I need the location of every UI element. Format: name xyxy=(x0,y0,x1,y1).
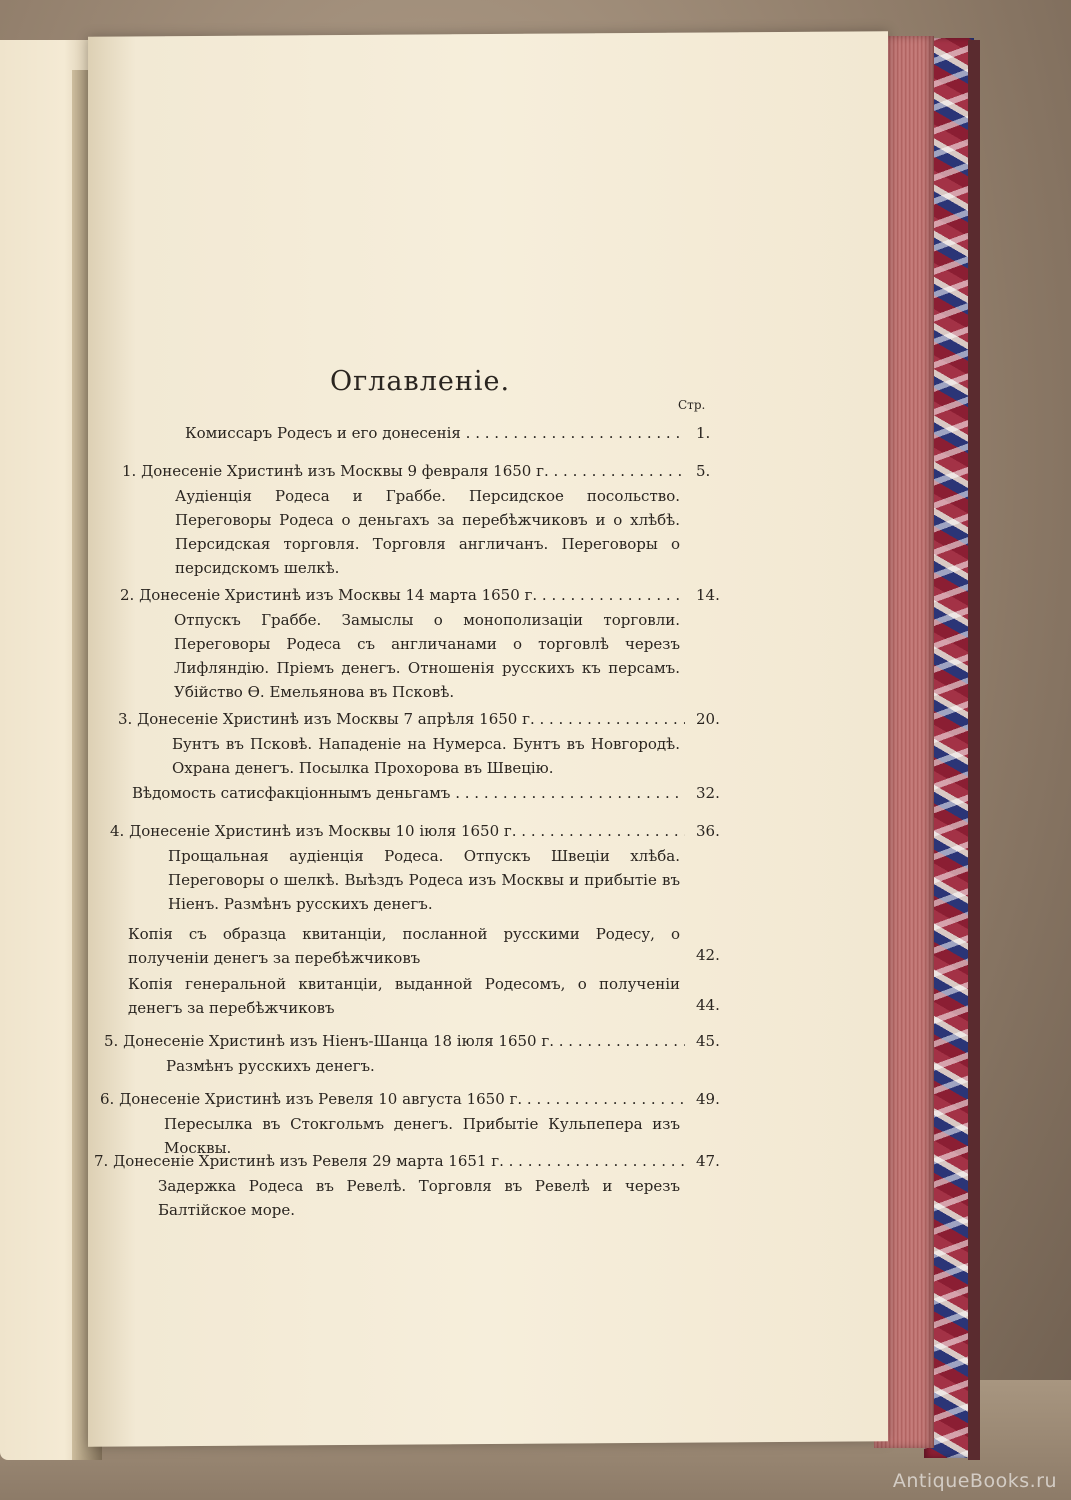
toc-page-kopia-2: 44. xyxy=(696,996,720,1014)
toc-entry-5: 5. Донесеніе Христинѣ изъ Ніенъ-Шанца 18 іюля 1650 г. . . . xyxy=(104,1032,685,1050)
toc-title: Оглавленіе. xyxy=(330,366,511,397)
toc-entry-kopia-1: Копія съ образца квитанціи, посланной русскими Родесу, о полученіи денегъ за перебѣжчиковъ xyxy=(128,925,680,967)
toc-entry-intro: Комиссаръ Родесъ и его донесенія . . . xyxy=(185,424,685,442)
toc-desc-3: Бунтъ въ Псковѣ. Нападеніе на Нумерса. Бунтъ въ Новгородѣ. Охрана денегъ. Посылка Прохорова въ Швецію. xyxy=(172,735,680,777)
toc-desc-2: Отпускъ Граббе. Замыслы о монополизаціи торговли. Переговоры Родеса съ англичанами о торговлѣ черезъ Лифляндію. Пріемъ денегъ. Отношенія русскихъ къ персамъ. Убійство Ѳ. Емельянова въ Псковѣ. xyxy=(174,611,680,701)
toc-entry-1: 1. Донесеніе Христинѣ изъ Москвы 9 февраля 1650 г. . . . xyxy=(122,462,685,480)
toc-entry-2: 2. Донесеніе Христинѣ изъ Москвы 14 марта 1650 г. . . . xyxy=(120,586,685,604)
toc-page-4: 36. xyxy=(696,822,720,840)
toc-entry-4: 4. Донесеніе Христинѣ изъ Москвы 10 іюля 1650 г. . . . xyxy=(110,822,685,840)
toc-desc-5: Размѣнъ русскихъ денегъ. xyxy=(166,1057,375,1075)
toc-desc-4: Прощальная аудіенція Родеса. Отпускъ Швеціи хлѣба. Переговоры о шелкѣ. Выѣздъ Родеса изъ Москвы и прибытіе въ Ніенъ. Размѣнъ русскихъ денегъ. xyxy=(168,847,680,913)
toc-entry-6: 6. Донесеніе Христинѣ изъ Ревеля 10 августа 1650 г. . . . xyxy=(100,1090,685,1108)
toc-page-3: 20. xyxy=(696,710,720,728)
toc-page-2: 14. xyxy=(696,586,720,604)
toc-desc-6: Пересылка въ Стокгольмъ денегъ. Прибытіе Кульпепера изъ Москвы. xyxy=(164,1115,680,1157)
toc-page-5: 45. xyxy=(696,1032,720,1050)
book-cover-edge xyxy=(968,40,980,1460)
toc-page-intro: 1. xyxy=(696,424,711,442)
watermark: AntiqueBooks.ru xyxy=(892,1470,1057,1492)
toc-page-7: 47. xyxy=(696,1152,720,1170)
toc-page-vedomost: 32. xyxy=(696,784,720,802)
toc-entry-7: 7. Донесеніе Христинѣ изъ Ревеля 29 марта 1651 г. . . . xyxy=(94,1152,685,1170)
toc-page-kopia-1: 42. xyxy=(696,946,720,964)
toc-entry-kopia-2: Копія генеральной квитанціи, выданной Родесомъ, о полученіи денегъ за перебѣжчиковъ xyxy=(128,975,680,1017)
toc-desc-7: Задержка Родеса въ Ревелѣ. Торговля въ Ревелѣ и черезъ Балтійское море. xyxy=(158,1177,680,1219)
toc-entry-vedomost: Вѣдомость сатисфакціоннымъ деньгамъ . . . xyxy=(132,784,685,802)
toc-desc-1: Аудіенція Родеса и Граббе. Персидское посольство. Переговоры Родеса о деньгахъ за перебѣжчиковъ и о хлѣбѣ. Персидская торговля. Торговля англичанъ. Переговоры о персидскомъ шелкѣ. xyxy=(175,487,680,577)
page-column-label: Стр. xyxy=(678,398,706,412)
toc-entry-3: 3. Донесеніе Христинѣ изъ Москвы 7 апрѣля 1650 г. . . . xyxy=(118,710,685,728)
toc-page-1: 5. xyxy=(696,462,711,480)
toc-page-6: 49. xyxy=(696,1090,720,1108)
